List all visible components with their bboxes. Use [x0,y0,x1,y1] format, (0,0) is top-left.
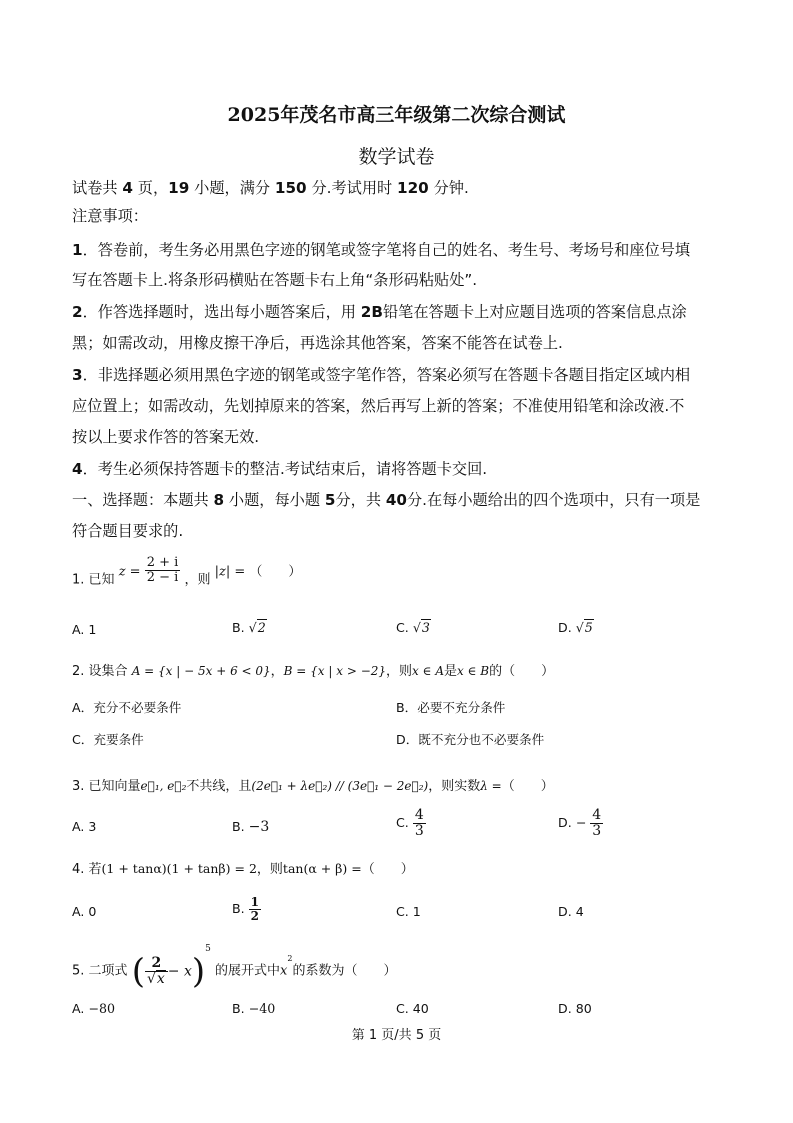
q5-option-a[interactable] [72,1000,115,1018]
q5-option-d[interactable]: D. 80 [558,1001,592,1016]
q2-set-b: B = {x | x > −2} [283,664,387,678]
q3-option-d-den: 3 [592,822,602,839]
q2-option-b[interactable]: B．必要不充分条件 [396,700,506,715]
page-footer: 第 1 页/共 5 页 [351,1028,442,1043]
q5-option-a-value: −80 [88,1001,115,1016]
section-heading-line-1 [72,490,700,510]
question-3 [72,777,554,796]
q1-paren: （ ） [249,564,302,580]
q1-option-d-sqrt: √5 [575,620,593,635]
intro-score: 150 [274,179,307,197]
q2-cond-2: x ∈ B [457,664,490,678]
q4-option-d[interactable]: D. 4 [558,904,584,919]
q1-frac-numerator: 2 + i [146,555,179,570]
q4-paren: （ ） [361,862,414,877]
section-heading-line-2: 符合题目要求的. [72,522,184,540]
q1-fraction [145,556,181,584]
section-text-a: 一、选择题：本题共 [72,491,209,509]
q2-option-a[interactable]: A．充分不必要条件 [72,700,182,715]
q3-option-d-sign: − [575,815,587,831]
q1-then: ，则 [184,572,211,588]
q3-stem: 3. 已知向量 [72,779,141,794]
exam-title: 2025年茂名市高三年级第二次综合测试 [227,104,566,126]
note-2-pencil: 2B [360,303,383,321]
q3-paren: （ ） [501,779,554,794]
q3-option-c-den: 3 [414,822,424,839]
note-3-text: ．非选择题必须用黑色字迹的钢笔或签字笔作答，答案必须写在答题卡各题目指定区域内相 [82,366,691,384]
q1-option-b-radicand: 2 [257,620,266,635]
note-3-line-1 [72,365,690,385]
q3-parallel-expr: (2e⃗₁ + λe⃗₂) // (3e⃗₁ − 2e⃗₂) [251,779,429,793]
q4-target: tan(α + β) = [282,861,362,876]
section-text-c: 分，共 [335,491,382,509]
note-4-line-1 [72,459,487,479]
q2-cond-1: x ∈ A [412,664,444,678]
q1-option-d-radicand: 5 [584,620,593,635]
note-2-line-1 [72,302,687,322]
q5-frac-den: √x [146,971,165,987]
q3-option-d[interactable] [558,808,603,838]
q5-option-b-label: B. [232,1001,245,1016]
exam-intro [72,178,469,198]
q1-z-eq: z = [118,564,141,580]
q3-option-d-label: D. [558,815,572,831]
note-4-text: ．考生必须保持答题卡的整洁.考试结束后，请将答题卡交回. [82,460,488,478]
q1-option-c-sqrt: √3 [412,620,430,635]
q5-option-b-value: −40 [248,1001,276,1016]
section-each: 5 [324,491,336,509]
q1-stem: 1. 已知 [72,572,115,588]
q4-option-b-fraction [249,896,261,922]
q3-option-b-value: −3 [248,819,270,835]
q5-option-a-label: A. [72,1001,85,1016]
q2-tail: 的（ ） [489,664,555,679]
q1-option-b-label: B. [232,620,245,635]
q3-option-c-fraction [413,808,426,838]
q2-set-a: A = {x | − 5x + 6 < 0} [131,664,271,678]
q5-term-power: 2 [287,954,293,963]
q2-option-d[interactable]: D．既不充分也不必要条件 [396,732,545,747]
q4-option-b-num: 1 [250,895,260,909]
section-text-b: 小题，每小题 [228,491,321,509]
q5-frac-num: 2 [145,956,168,972]
q3-not-collinear: 不共线，且 [186,779,252,794]
q5-frac-den-radicand: x [156,971,165,987]
q1-option-c[interactable] [396,619,431,637]
q1-option-c-label: C. [396,620,409,635]
question-4 [72,860,414,879]
q4-option-b-label: B. [232,901,245,917]
note-1-text: ．答卷前，考生务必用黑色字迹的钢笔或签字笔将自己的姓名、考生号、考场号和座位号填 [82,241,691,259]
note-3-line-3: 按以上要求作答的答案无效. [72,428,260,446]
question-2 [72,662,554,681]
q2-comma: ， [270,664,284,679]
q3-then: ，则实数 [428,779,481,794]
q2-then: ，则 [386,664,413,679]
q3-lambda: λ = [480,779,502,793]
q1-abs-z: |z| = [214,564,246,580]
q2-option-c[interactable]: C．充要条件 [72,732,144,747]
q5-tail: 的系数为（ ） [292,963,397,979]
intro-mid3: 分.考试用时 [311,179,393,197]
intro-pre: 试卷共 [72,179,118,197]
q3-option-b[interactable] [232,818,269,836]
q1-option-b-sqrt: √2 [248,620,266,635]
intro-time: 120 [397,179,429,197]
intro-pages: 4 [122,179,133,197]
q3-option-c-num: 4 [414,807,424,823]
q3-option-c-label: C. [396,815,409,831]
q4-then: ，则 [256,862,283,877]
q5-left-paren: ( [131,951,145,992]
note-2-text-a: ．作答选择题时，选出每小题答案后，用 [82,303,356,321]
q3-option-c[interactable] [396,808,426,838]
q5-term: x [280,963,288,979]
question-5 [72,940,397,992]
q1-option-d[interactable] [558,619,594,637]
q5-fraction [145,956,168,986]
q4-option-c[interactable]: C. 1 [396,904,421,919]
q3-option-d-fraction [590,808,603,838]
q4-option-b-den: 2 [250,908,260,923]
q1-frac-denominator: 2 − i [146,569,179,585]
q5-minus-x: − x [167,963,192,980]
section-total: 40 [385,491,407,509]
notes-heading: 注意事项： [72,207,148,225]
q5-right-paren: ) [191,951,206,992]
note-1-line-2: 写在答题卡上.将条形码横贴在答题卡右上角“条形码粘贴处”. [72,271,478,289]
q5-option-b[interactable] [232,1000,275,1018]
q4-expr: (1 + tanα)(1 + tanβ) = 2 [101,861,257,876]
q4-option-b[interactable] [232,896,261,922]
section-count: 8 [213,491,225,509]
q2-stem: 2. 设集合 [72,664,128,679]
q2-is: 是 [444,664,458,679]
note-4-number: 4 [72,460,83,478]
q1-option-d-label: D. [558,620,572,635]
note-2-text-c: 铅笔在答题卡上对应题目选项的答案信息点涂 [382,303,687,321]
q3-option-a[interactable]: A. 3 [72,819,97,834]
intro-questions: 19 [168,179,190,197]
note-3-number: 3 [72,366,83,384]
q4-option-a[interactable]: A. 0 [72,904,97,919]
intro-mid2: 小题，满分 [194,179,271,197]
intro-mid1: 页， [137,179,169,197]
q3-vectors: e⃗₁, e⃗₂ [140,779,187,793]
note-1-number: 1 [72,241,83,259]
note-2-line-2: 黑；如需改动，用橡皮擦干净后，再选涂其他答案，答案不能答在试卷上. [72,334,563,352]
q1-option-b[interactable] [232,619,267,637]
intro-post: 分钟. [433,179,469,197]
q1-option-a[interactable]: A. 1 [72,622,97,637]
q3-option-d-num: 4 [592,807,602,823]
q4-stem: 4. 若 [72,862,102,877]
exam-subject: 数学试卷 [358,146,435,168]
q5-mid: 的展开式中 [215,963,281,979]
q1-option-c-radicand: 3 [421,620,430,635]
q5-power: 5 [205,944,211,954]
note-3-line-2: 应位置上；如需改动，先划掉原来的答案，然后再写上新的答案；不准使用铅笔和涂改液.不 [72,397,685,415]
section-text-d: 分.在每小题给出的四个选项中，只有一项是 [406,491,701,509]
question-1 [72,556,301,590]
q5-stem: 5. 二项式 [72,963,128,979]
note-1-line-1 [72,240,690,260]
note-2-number: 2 [72,303,83,321]
q3-option-b-label: B. [232,819,245,834]
q5-option-c[interactable]: C. 40 [396,1001,429,1016]
